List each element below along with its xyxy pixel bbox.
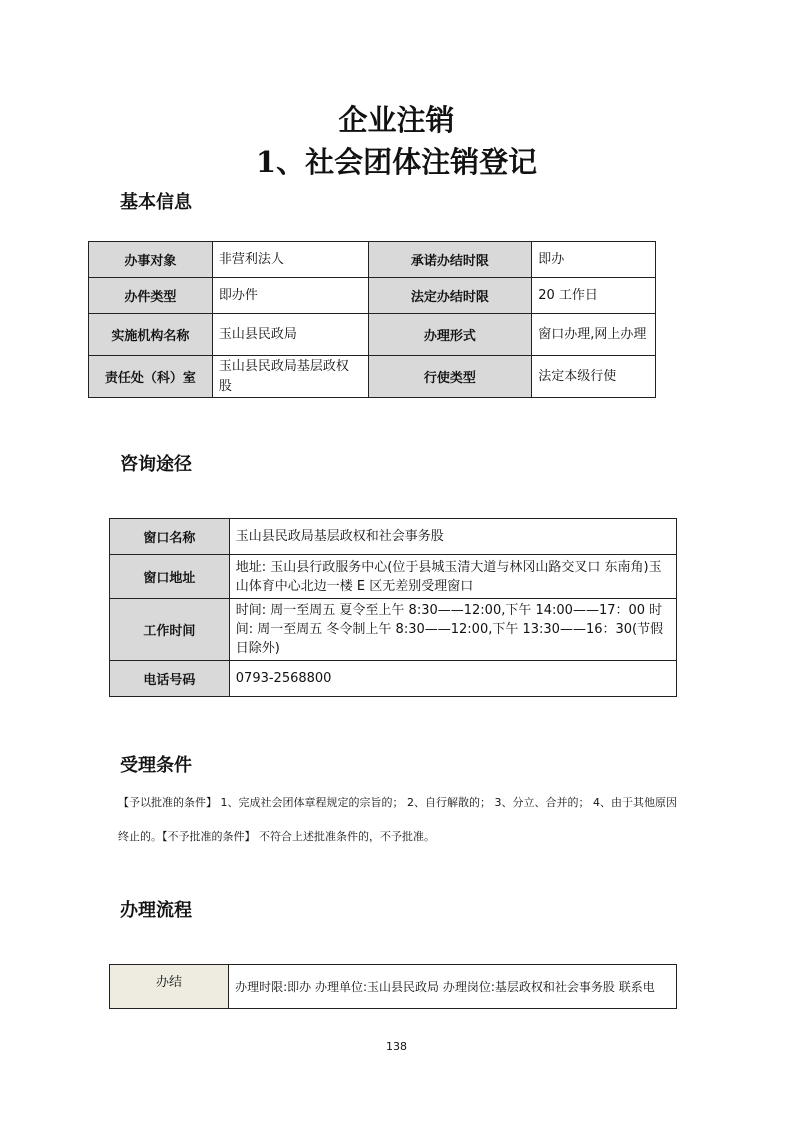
table-value: 20 工作日 <box>532 278 656 314</box>
process-step-label: 办结 <box>110 965 229 1009</box>
basic-info-heading: 基本信息 <box>120 192 192 213</box>
process-heading: 办理流程 <box>120 900 192 921</box>
table-value: 玉山县民政局基层政权股 <box>212 356 368 398</box>
table-value: 即办件 <box>212 278 368 314</box>
table-key: 窗口名称 <box>110 519 230 555</box>
table-value: 窗口办理,网上办理 <box>532 314 656 356</box>
document-subtitle: 1、社会团体注销登记 <box>255 145 538 179</box>
process-table <box>109 964 677 1009</box>
table-value: 玉山县民政局 <box>212 314 368 356</box>
table-row <box>110 599 677 661</box>
consult-table <box>109 518 677 697</box>
table-value: 时间: 周一至周五 夏令至上午 8:30——12:00,下午 14:00——17：00 时间: 周一至周五 冬令制上午 8:30——12:00,下午 13:30——16：30(节假日除外) <box>229 599 676 661</box>
table-value: 0793-2568800 <box>229 661 676 697</box>
table-row <box>89 314 656 356</box>
table-value: 地址: 玉山县行政服务中心(位于县城玉清大道与林冈山路交叉口 东南角)玉山体育中心北边一楼 E 区无差别受理窗口 <box>229 555 676 599</box>
table-row <box>89 356 656 398</box>
table-key: 行使类型 <box>368 356 532 398</box>
table-row <box>110 965 677 1009</box>
table-row <box>110 519 677 555</box>
table-value: 法定本级行使 <box>532 356 656 398</box>
table-key: 实施机构名称 <box>89 314 213 356</box>
conditions-text: 【予以批准的条件】 1、完成社会团体章程规定的宗旨的； 2、自行解散的； 3、分立、合并的； 4、由于其他原因终止的。【不予批准的条件】 不符合上述批准条件的，不予批准。 <box>118 796 677 843</box>
table-key: 窗口地址 <box>110 555 230 599</box>
page-number: 138 <box>386 1040 407 1053</box>
table-key: 办事对象 <box>89 242 213 278</box>
conditions-heading: 受理条件 <box>120 755 192 776</box>
table-value: 非营利法人 <box>212 242 368 278</box>
table-key: 法定办结时限 <box>368 278 532 314</box>
table-key: 电话号码 <box>110 661 230 697</box>
table-row <box>110 661 677 697</box>
consult-heading: 咨询途径 <box>120 454 192 475</box>
table-key: 办理形式 <box>368 314 532 356</box>
table-row <box>89 242 656 278</box>
basic-info-table <box>88 241 656 398</box>
document-title: 企业注销 <box>338 103 455 137</box>
process-step-detail: 办理时限:即办 办理单位:玉山县民政局 办理岗位:基层政权和社会事务股 联系电 <box>229 965 677 1009</box>
table-value: 即办 <box>532 242 656 278</box>
table-key: 承诺办结时限 <box>368 242 532 278</box>
table-key: 责任处（科）室 <box>89 356 213 398</box>
table-row <box>110 555 677 599</box>
table-key: 办件类型 <box>89 278 213 314</box>
table-row <box>89 278 656 314</box>
table-key: 工作时间 <box>110 599 230 661</box>
table-value: 玉山县民政局基层政权和社会事务股 <box>229 519 676 555</box>
